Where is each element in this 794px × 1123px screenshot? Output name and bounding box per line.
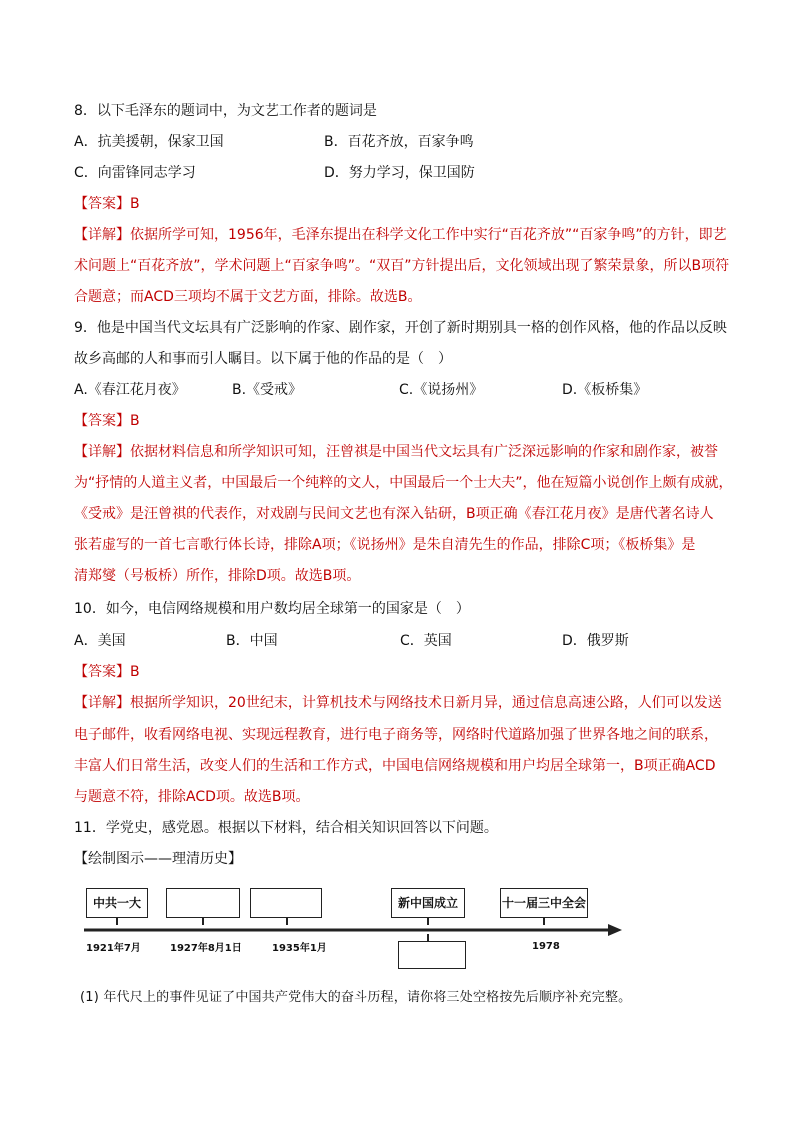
- q8-option-d: D．努力学习，保卫国防: [324, 165, 475, 181]
- timeline-tick: [286, 918, 288, 925]
- q9-detail-line-1: [74, 443, 718, 461]
- answer-tag: 【答案】: [74, 413, 130, 429]
- q10-detail-line-1: [74, 694, 722, 712]
- q9-detail-line-4: 张若虚写的一首七言歌行体长诗，排除A项；《说扬州》是朱自清先生的作品，排除C项；《板桥集》是: [74, 537, 696, 553]
- q9-option-c: C.《说扬州》: [399, 382, 484, 398]
- detail-tag: 【详解】: [74, 444, 130, 460]
- timeline-event-box: 中共一大: [86, 888, 148, 918]
- timeline-axis: [84, 922, 629, 938]
- q10-detail-line-3: 丰富人们日常生活，改变人们的生活和工作方式，中国电信网络规模和用户均居全球第一，B项正确ACD: [74, 758, 716, 774]
- q9-option-b: B.《受戒》: [232, 382, 303, 398]
- q9-detail-line-5: 清郑燮（号板桥）所作，排除D项。故选B项。: [74, 568, 361, 584]
- answer-tag: 【答案】: [74, 664, 130, 680]
- timeline-date: 1921年7月: [86, 943, 141, 954]
- timeline-tick: [427, 934, 429, 941]
- answer-value: B: [130, 196, 140, 212]
- q9-detail-line-3: 《受戒》是汪曾祺的代表作，对戏剧与民间文艺也有深入钻研，B项正确《春江花月夜》是唐代著名诗人: [74, 506, 714, 522]
- detail-text: 根据所学知识，20世纪末，计算机技术与网络技术日新月异，通过信息高速公路，人们可以发送: [130, 695, 722, 711]
- timeline-date: 1978: [532, 941, 560, 952]
- answer-value: B: [130, 413, 140, 429]
- timeline-blank-box[interactable]: [166, 888, 240, 918]
- q8-option-a: A．抗美援朝，保家卫国: [74, 134, 224, 150]
- timeline-event-box: 十一届三中全会: [500, 888, 588, 918]
- detail-tag: 【详解】: [74, 227, 130, 243]
- q9-option-d: D.《板桥集》: [562, 382, 648, 398]
- q8-stem: 8．以下毛泽东的题词中，为文艺工作者的题词是: [74, 103, 377, 119]
- timeline-tick: [427, 918, 429, 925]
- detail-tag: 【详解】: [74, 695, 130, 711]
- answer-value: B: [130, 664, 140, 680]
- q9-stem-line-2: 故乡高邮的人和事而引人瞩目。以下属于他的作品的是（ ）: [74, 351, 452, 367]
- timeline-tick: [543, 918, 545, 925]
- q9-detail-line-2: 为“抒情的人道主义者，中国最后一个纯粹的文人，中国最后一个士大夫”，他在短篇小说创作上颇有成就，: [74, 475, 733, 491]
- timeline-blank-box[interactable]: [250, 888, 322, 918]
- answer-tag: 【答案】: [74, 196, 130, 212]
- timeline-tick: [202, 918, 204, 925]
- detail-text: 依据所学可知，1956年，毛泽东提出在科学文化工作中实行“百花齐放”“百家争鸣”的方针，即艺: [130, 227, 727, 243]
- q10-option-c: C．英国: [400, 633, 452, 649]
- arrow-head-icon: [608, 924, 622, 936]
- q8-option-c: C．向雷锋同志学习: [74, 165, 196, 181]
- q10-stem: 10．如今，电信网络规模和用户数均居全球第一的国家是（ ）: [74, 601, 470, 617]
- q11-stem: 11．学党史，感党恩。根据以下材料，结合相关知识回答以下问题。: [74, 820, 498, 836]
- q11-subquestion-1: (1) 年代尺上的事件见证了中国共产党伟大的奋斗历程，请你将三处空格按先后顺序补充完整。: [80, 990, 632, 1005]
- q11-section-title: 【绘制图示——理清历史】: [74, 851, 242, 867]
- timeline-event-box: 新中国成立: [391, 888, 465, 918]
- q8-option-b: B．百花齐放，百家争鸣: [324, 134, 474, 150]
- q10-detail-line-4: 与题意不符，排除ACD项。故选B项。: [74, 789, 310, 805]
- q10-option-d: D．俄罗斯: [562, 633, 629, 649]
- q10-detail-line-2: 电子邮件，收看网络电视、实现远程教育，进行电子商务等，网络时代道路加强了世界各地之间的联系，: [74, 727, 718, 743]
- q10-option-b: B．中国: [226, 633, 278, 649]
- q8-detail-line-3: 合题意；而ACD三项均不属于文艺方面，排除。故选B。: [74, 289, 422, 305]
- q9-option-a: A.《春江花月夜》: [74, 382, 186, 398]
- q10-option-a: A．美国: [74, 633, 126, 649]
- q9-stem-line-1: 9．他是中国当代文坛具有广泛影响的作家、剧作家，开创了新时期别具一格的创作风格，他的作品以反映: [74, 320, 727, 336]
- timeline-tick: [116, 918, 118, 925]
- q8-answer: [74, 195, 140, 213]
- q8-detail-line-1: [74, 226, 727, 244]
- q10-answer: [74, 663, 140, 681]
- detail-text: 依据材料信息和所学知识可知，汪曾祺是中国当代文坛具有广泛深远影响的作家和剧作家，被誉: [130, 444, 718, 460]
- q8-detail-line-2: 术问题上“百花齐放”，学术问题上“百家争鸣”。“双百”方针提出后，文化领域出现了繁荣景象，所以B项符: [74, 258, 730, 274]
- timeline-date: 1927年8月1日: [170, 943, 242, 954]
- timeline-blank-box[interactable]: [398, 941, 466, 969]
- q9-answer: [74, 412, 140, 430]
- timeline-date: 1935年1月: [272, 943, 327, 954]
